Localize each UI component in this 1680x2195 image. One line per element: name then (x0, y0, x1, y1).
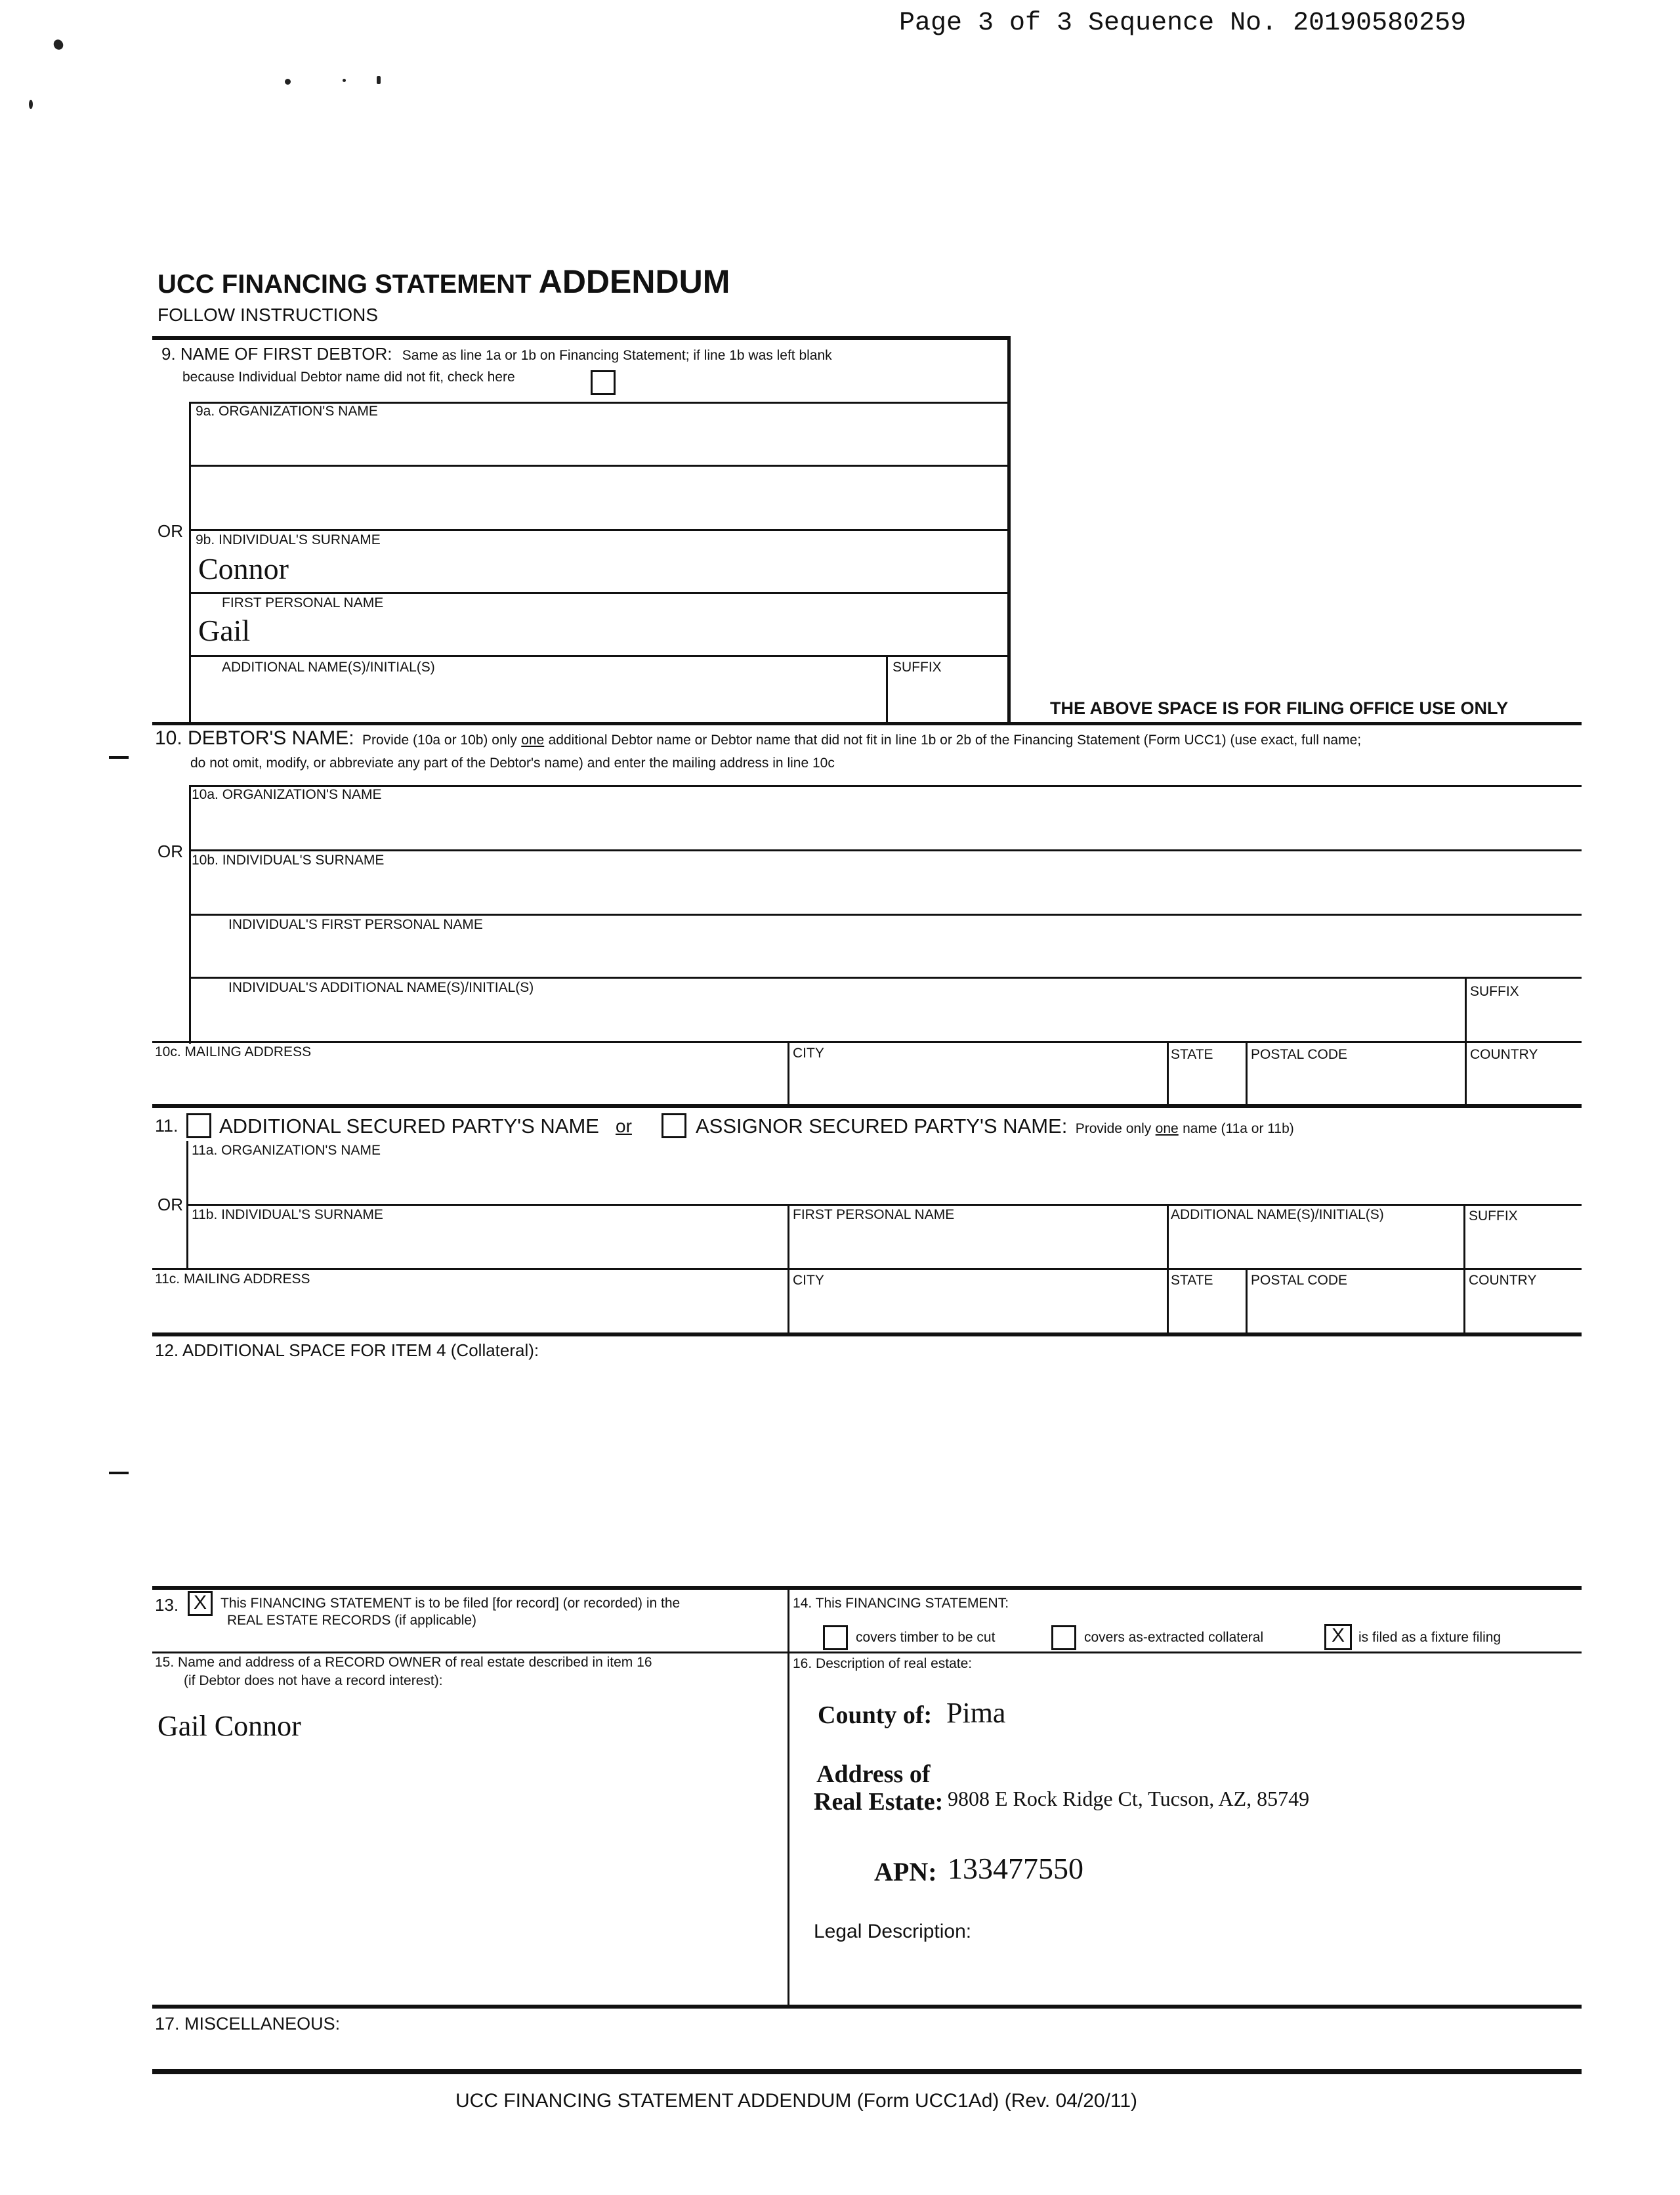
section14-extracted-label: covers as-extracted collateral (1084, 1630, 1264, 1645)
section10-top-border (152, 722, 1582, 725)
section10-grid (1246, 1041, 1248, 1105)
section11-city-label: CITY (793, 1273, 824, 1288)
section11c-label: 11c. MAILING ADDRESS (155, 1271, 310, 1287)
section9-heading (161, 345, 832, 362)
section11b-label: 11b. INDIVIDUAL'S SURNAME (192, 1207, 383, 1222)
section12-top-border (152, 1332, 1582, 1336)
section11-postal-label: POSTAL CODE (1251, 1273, 1348, 1288)
section9-checkbox[interactable] (591, 370, 616, 395)
section15-owner-value: Gail Connor (158, 1710, 301, 1742)
section10-suffix-label: SUFFIX (1470, 984, 1519, 999)
section15-top-border (152, 1652, 1582, 1653)
section11-grid (186, 1204, 1582, 1206)
section14-heading: 14. This FINANCING STATEMENT: (793, 1596, 1009, 1611)
section13-check-mark: X (193, 1592, 207, 1613)
section9-or-label: OR (158, 521, 183, 541)
section15-heading-line2: (if Debtor does not have a record interest): (184, 1673, 443, 1688)
section10-or-label: OR (158, 842, 183, 861)
form-bottom-border (152, 2069, 1582, 2074)
section14-timber-checkbox[interactable] (823, 1625, 848, 1650)
section10-grid (189, 977, 1582, 979)
section9a-label: 9a. ORGANIZATION'S NAME (196, 404, 378, 419)
section11-additional-checkbox[interactable] (186, 1113, 211, 1138)
section13-text-line2: REAL ESTATE RECORDS (if applicable) (227, 1613, 477, 1628)
section11-or-word: or (616, 1116, 632, 1136)
scan-speck (343, 79, 346, 82)
section16-county-value: Pima (946, 1697, 1006, 1729)
section13-divider (788, 1586, 789, 2007)
section10-grid (788, 1041, 789, 1105)
section14-extracted-check-mark (1053, 1627, 1074, 1648)
scan-speck (285, 79, 291, 85)
section12-heading: 12. ADDITIONAL SPACE FOR ITEM 4 (Collateral): (155, 1340, 539, 1360)
section14-fixture-label: is filed as a fixture filing (1358, 1630, 1502, 1645)
section9-grid (886, 655, 888, 723)
section10-instruction: Provide (10a or 10b) only (362, 733, 517, 748)
section11-additional-label: ADDITIONAL SECURED PARTY'S NAME (219, 1115, 599, 1138)
filing-office-note: THE ABOVE SPACE IS FOR FILING OFFICE USE ONLY (1050, 698, 1509, 718)
section16-address-label-line1: Address of (816, 1760, 931, 1788)
section10a-label: 10a. ORGANIZATION'S NAME (192, 787, 382, 802)
section16-address-value: 9808 E Rock Ridge Ct, Tucson, AZ, 85749 (948, 1787, 1310, 1810)
scan-speck (52, 38, 65, 52)
section10-country-label: COUNTRY (1470, 1047, 1538, 1062)
section11-instruction-one: one (1155, 1121, 1179, 1136)
scan-speck (29, 100, 33, 109)
section11-additional-check-mark (188, 1115, 209, 1136)
section10-grid (189, 849, 1582, 851)
section14-timber-label: covers timber to be cut (856, 1630, 996, 1645)
section10-heading (155, 729, 1361, 748)
section16-legal-label: Legal Description: (814, 1921, 972, 1942)
section10-city-label: CITY (793, 1046, 824, 1061)
section10c-label: 10c. MAILING ADDRESS (155, 1044, 312, 1059)
scan-speck (377, 76, 381, 84)
margin-dash (109, 1472, 129, 1474)
section11-or-label: OR (158, 1195, 183, 1214)
section9-additional-label: ADDITIONAL NAME(S)/INITIAL(S) (222, 660, 435, 675)
section14-extracted-checkbox[interactable] (1051, 1625, 1076, 1650)
section14-fixture-checkbox[interactable] (1324, 1624, 1352, 1650)
section13-top-border (152, 1586, 1582, 1590)
section10-instruction-one: one (521, 733, 545, 748)
margin-dash (109, 756, 129, 759)
section10-state-label: STATE (1171, 1047, 1213, 1062)
section11-suffix-label: SUFFIX (1469, 1208, 1518, 1224)
section10-additional-label: INDIVIDUAL'S ADDITIONAL NAME(S)/INITIAL(S) (228, 980, 534, 995)
section9-first-name-label: FIRST PERSONAL NAME (222, 595, 384, 610)
section16-apn-label: APN: (874, 1857, 937, 1886)
section10-first-name-label: INDIVIDUAL'S FIRST PERSONAL NAME (228, 917, 483, 932)
section11-instruction: Provide only (1075, 1121, 1152, 1136)
section10-grid (189, 914, 1582, 916)
section11-assignor-checkbox[interactable] (662, 1113, 686, 1138)
section11-grid (1246, 1268, 1248, 1334)
section14-fixture-check-mark: X (1331, 1625, 1345, 1646)
section10b-label: 10b. INDIVIDUAL'S SURNAME (192, 853, 385, 868)
section11-assignor-check-mark (663, 1115, 684, 1136)
section9b-surname-value: Connor (198, 552, 289, 586)
section11-state-label: STATE (1171, 1273, 1213, 1288)
section11-assignor-label: ASSIGNOR SECURED PARTY'S NAME: (696, 1115, 1068, 1138)
section15-heading-line1: 15. Name and address of a RECORD OWNER of real estate described in item 16 (155, 1655, 652, 1670)
section10-grid (152, 1041, 1582, 1043)
section10-postal-label: POSTAL CODE (1251, 1047, 1348, 1062)
page-sequence-header: Page 3 of 3 Sequence No. 20190580259 (899, 9, 1467, 38)
section9-grid (189, 592, 1008, 594)
form-title (158, 265, 730, 298)
section9-grid (189, 529, 1008, 531)
section10-instruction-rest: additional Debtor name or Debtor name that did not fit in line 1b or 2b of the Financing Statement (Form UCC1) (use exact, full name; (548, 733, 1362, 748)
section9-heading-label: 9. NAME OF FIRST DEBTOR: (161, 344, 392, 364)
form-footer: UCC FINANCING STATEMENT ADDENDUM (Form UCC1Ad) (Rev. 04/20/11) (455, 2090, 1138, 2112)
section16-county-label: County of: (818, 1701, 933, 1729)
section11-instruction-rest: name (11a or 11b) (1183, 1121, 1294, 1136)
section16-address-label-line2: Real Estate: (814, 1788, 944, 1816)
section9-top-border (152, 336, 1011, 340)
section11-number: 11. (155, 1116, 178, 1136)
section14-timber-check-mark (825, 1627, 846, 1648)
section11-country-label: COUNTRY (1469, 1273, 1537, 1288)
section11-grid (152, 1268, 1582, 1270)
section11a-label: 11a. ORGANIZATION'S NAME (192, 1143, 381, 1158)
section9-first-name-value: Gail (198, 614, 251, 647)
form-title-addendum: ADDENDUM (538, 263, 730, 300)
follow-instructions: FOLLOW INSTRUCTIONS (158, 305, 379, 325)
section17-heading: 17. MISCELLANEOUS: (155, 2014, 341, 2034)
section13-text-line1: This FINANCING STATEMENT is to be filed [for record] (or recorded) in the (220, 1596, 681, 1611)
section9-instruction: Same as line 1a or 1b on Financing Statement; if line 1b was left blank (402, 348, 832, 363)
section16-heading: 16. Description of real estate: (793, 1656, 973, 1671)
section10-heading-label: 10. DEBTOR'S NAME: (155, 727, 354, 749)
section11-assignor-heading (696, 1116, 1294, 1136)
section10-instruction-line2: do not omit, modify, or abbreviate any part of the Debtor's name) and enter the mailing address in line 10c (190, 756, 835, 771)
section10-grid (1167, 1041, 1169, 1105)
section9-grid (189, 655, 1008, 657)
section9b-label: 9b. INDIVIDUAL'S SURNAME (196, 532, 381, 547)
section9-instruction-line2: because Individual Debtor name did not fit, check here (182, 370, 515, 385)
section17-top-border (152, 2005, 1582, 2009)
section13-checkbox[interactable] (188, 1591, 213, 1616)
section16-apn-value: 133477550 (948, 1852, 1083, 1885)
section9-grid (189, 402, 191, 723)
section9-check-mark (593, 372, 614, 393)
section10-grid (189, 785, 1582, 787)
form-title-main: UCC FINANCING STATEMENT (158, 270, 532, 299)
section11-additional-names-label: ADDITIONAL NAME(S)/INITIAL(S) (1171, 1207, 1384, 1222)
section9-grid (189, 465, 1008, 467)
section11-top-border (152, 1104, 1582, 1108)
section9-suffix-label: SUFFIX (892, 660, 942, 675)
section11-first-name-label: FIRST PERSONAL NAME (793, 1207, 955, 1222)
section13-number: 13. (155, 1595, 179, 1615)
